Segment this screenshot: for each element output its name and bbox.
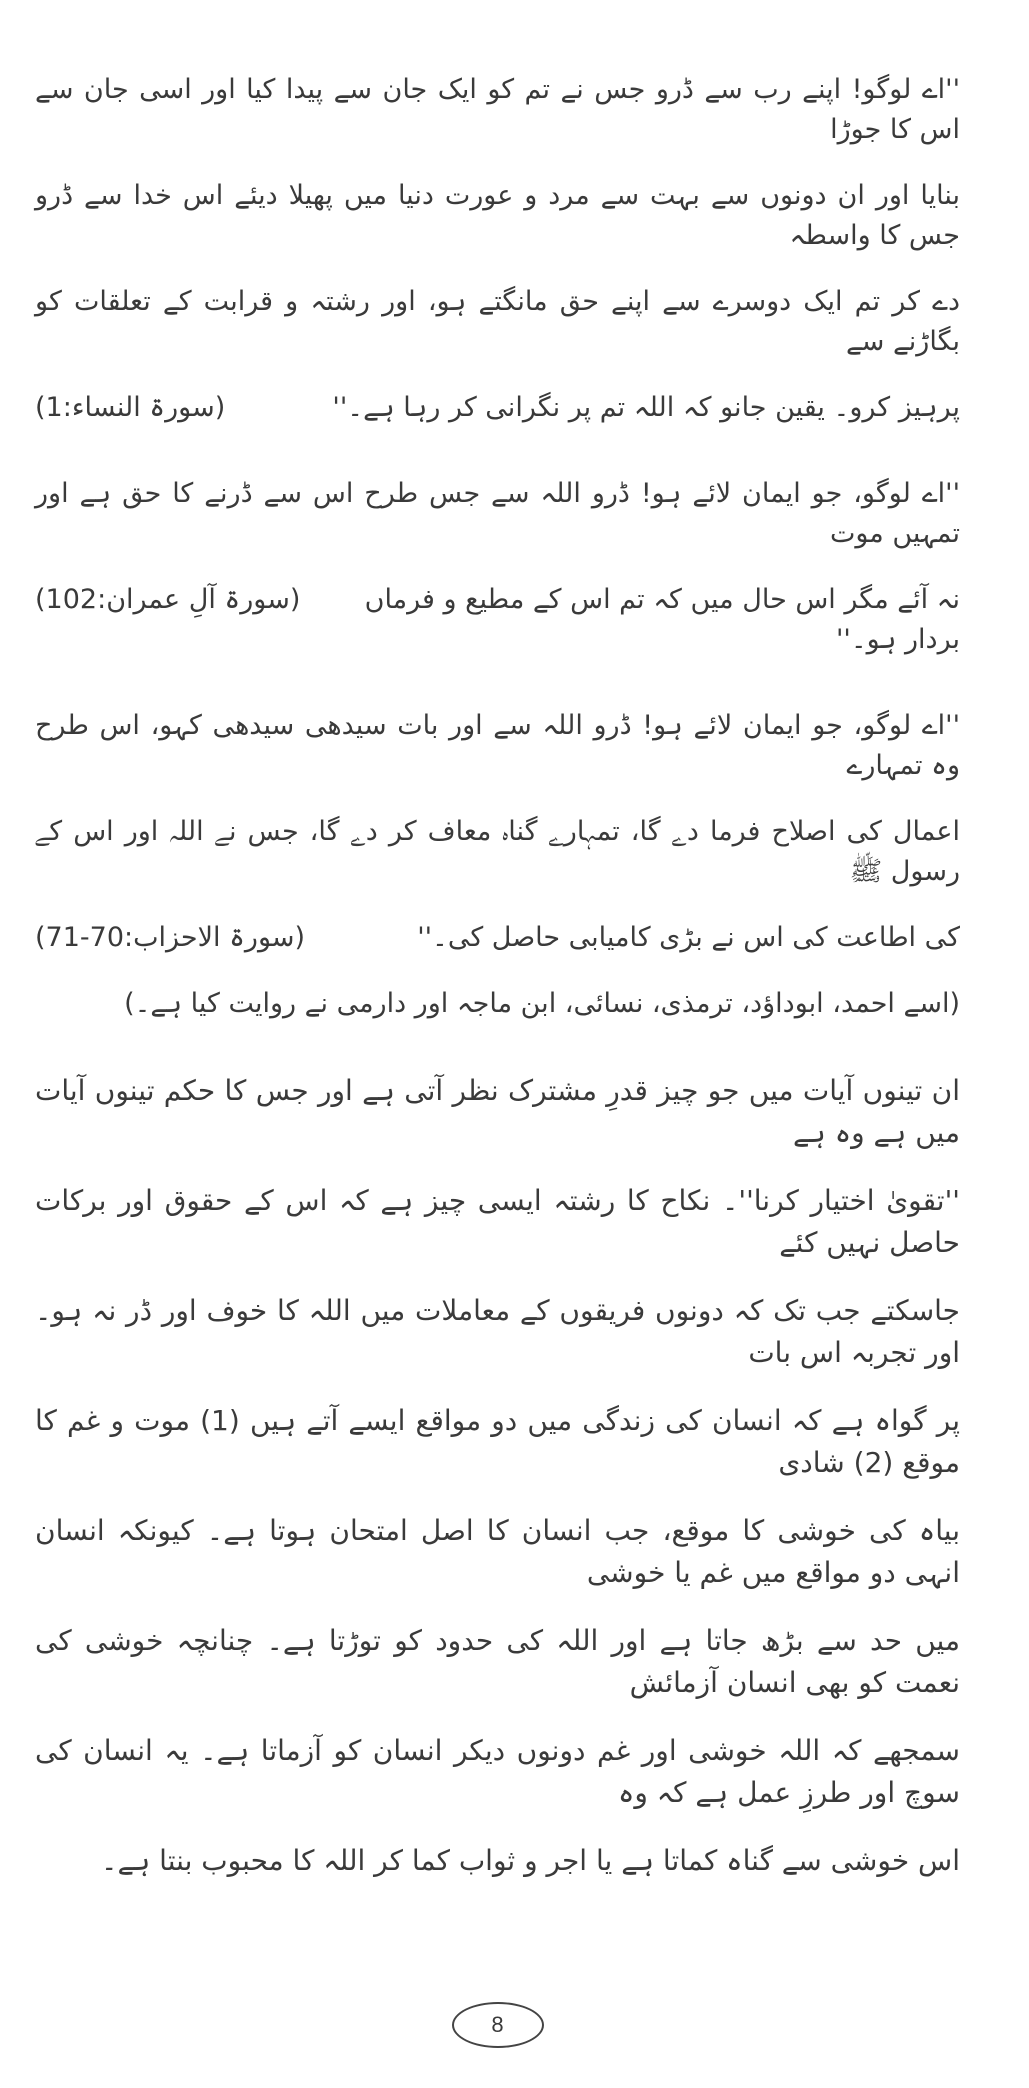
paragraph-line: اس خوشی سے گناہ کماتا ہے یا اجر و ثواب کما کر اللہ کا محبوب بنتا ہے۔ <box>101 1844 960 1877</box>
verse-1-line-2: بنایا اور ان دونوں سے بہت سے مرد و عورت دنیا میں پھیلا دیئے اس خدا سے ڈرو جس کا واسطہ <box>35 180 960 251</box>
verse-1-last-row <box>35 388 960 428</box>
verse-1 <box>35 70 960 428</box>
verse-3-last-row <box>35 918 960 958</box>
verse-2 <box>35 474 960 660</box>
verse-2-citation: (سورۃ آلِ عمران:102) <box>35 584 301 615</box>
paragraph-line: پر گواہ ہے کہ انسان کی زندگی میں دو مواقع ایسے آتے ہیں (1) موت و غم کا موقع (2) شادی <box>35 1404 960 1479</box>
verse-2-line-2: نہ آئے مگر اس حال میں کہ تم اس کے مطیع و فرماں بردار ہو۔'' <box>364 584 960 655</box>
verse-2-last-row <box>35 580 960 660</box>
page-number: 8 <box>452 2002 544 2048</box>
narration-note: (اسے احمد، ابوداؤد، ترمذی، نسائی، ابن ماجہ اور دارمی نے روایت کیا ہے۔) <box>124 988 960 1019</box>
verse-3-line-3: کی اطاعت کی اس نے بڑی کامیابی حاصل کی۔'' <box>417 922 960 953</box>
verse-1-citation: (سورۃ النساء:1) <box>35 392 226 423</box>
paragraph <box>35 1070 960 1882</box>
verse-2-line-1: ''اے لوگو، جو ایمان لائے ہو! ڈرو اللہ سے جس طرح اس سے ڈرنے کا حق ہے اور تمہیں موت <box>35 478 960 549</box>
paragraph-line: جاسکتے جب تک کہ دونوں فریقوں کے معاملات میں اللہ کا خوف اور ڈر نہ ہو۔ اور تجربہ اس بات <box>35 1294 960 1369</box>
verse-1-line-3: دے کر تم ایک دوسرے سے اپنے حق مانگتے ہو، اور رشتہ و قرابت کے تعلقات کو بگاڑنے سے <box>35 286 960 357</box>
paragraph-line: میں حد سے بڑھ جاتا ہے اور اللہ کی حدود کو توڑتا ہے۔ چنانچہ خوشی کی نعمت کو بھی انسان آزمائش <box>35 1624 960 1699</box>
paragraph-line: سمجھے کہ اللہ خوشی اور غم دونوں دیکر انسان کو آزماتا ہے۔ یہ انسان کی سوچ اور طرزِ عمل ہے کہ وہ <box>35 1734 960 1809</box>
verse-3 <box>35 706 960 958</box>
verse-3-citation: (سورۃ الاحزاب:70-71) <box>35 922 306 953</box>
paragraph-line: ان تینوں آیات میں جو چیز قدرِ مشترک نظر آتی ہے اور جس کا حکم تینوں آیات میں ہے وہ ہے <box>35 1074 960 1149</box>
paragraph-line: ''تقویٰ اختیار کرنا''۔ نکاح کا رشتہ ایسی چیز ہے کہ اس کے حقوق اور برکات حاصل نہیں کئے <box>35 1184 960 1259</box>
verse-3-line-2: اعمال کی اصلاح فرما دے گا، تمہارے گناہ معاف کر دے گا، جس نے اللہ اور اس کے رسول ﷺ <box>35 816 960 887</box>
verse-3-line-1: ''اے لوگو، جو ایمان لائے ہو! ڈرو اللہ سے اور بات سیدھی سیدھی کہو، اس طرح وہ تمہارے <box>35 710 960 781</box>
verse-1-line-4: پرہیز کرو۔ یقین جانو کہ اللہ تم پر نگرانی کر رہا ہے۔'' <box>332 392 960 423</box>
paragraph-line: بیاہ کی خوشی کا موقع، جب انسان کا اصل امتحان ہوتا ہے۔ کیونکہ انسان انہی دو مواقع میں غم یا خوشی <box>35 1514 960 1589</box>
verse-1-line-1: ''اے لوگو! اپنے رب سے ڈرو جس نے تم کو ایک جان سے پیدا کیا اور اسی جان سے اس کا جوڑا <box>35 74 960 145</box>
